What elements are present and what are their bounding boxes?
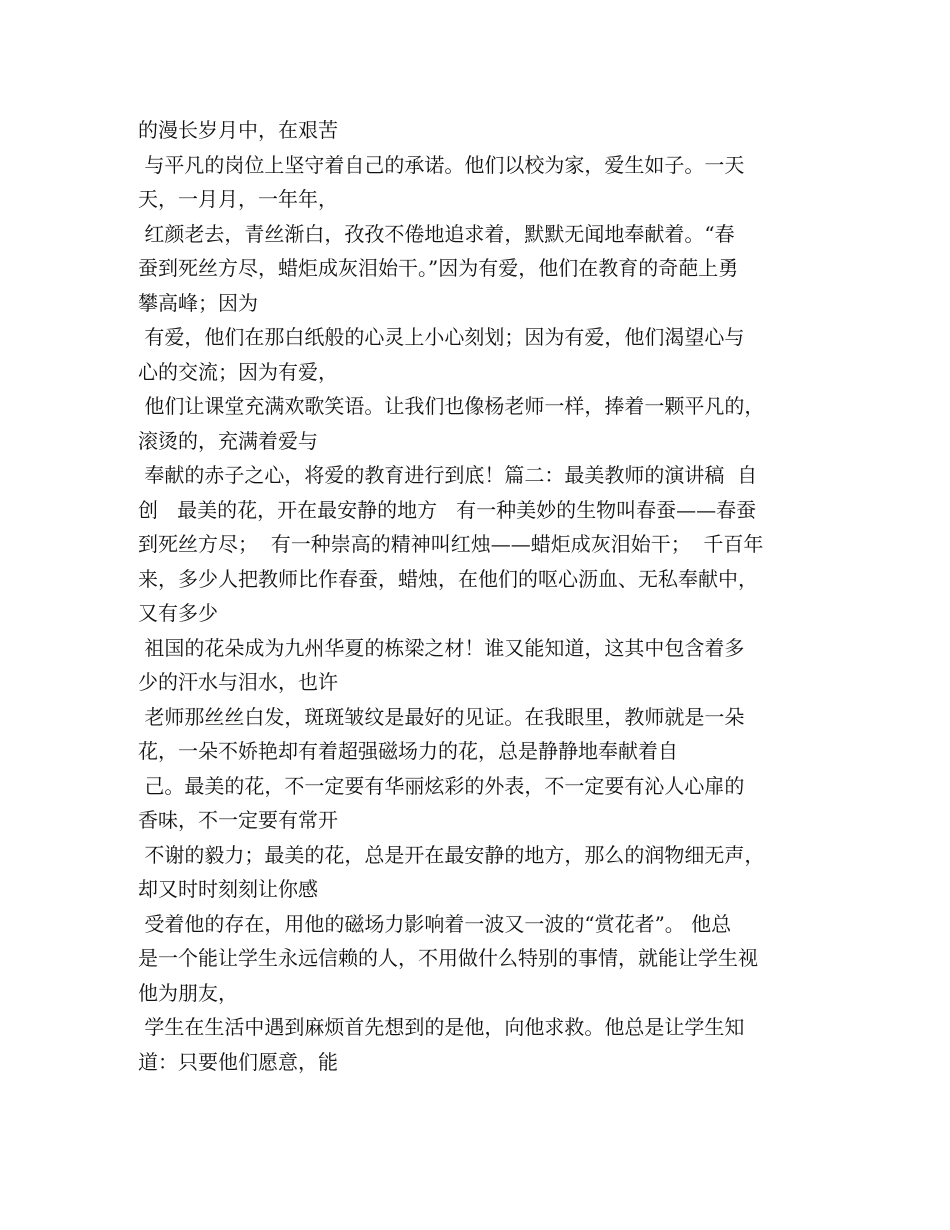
text-line: 己。最美的花，不一定要有华丽炫彩的外表，不一定要有沁人心扉的 xyxy=(138,773,745,798)
text-line: 有爱，他们在那白纸般的心灵上小心刻划；因为有爱，他们渴望心与 xyxy=(138,325,745,349)
text-line: 道：只要他们愿意，能 xyxy=(138,1049,338,1074)
text-line: 少的汗水与泪水，也许 xyxy=(138,670,338,694)
text-line: 红颜老去，青丝渐白，孜孜不倦地追求着，默默无闻地奉献着。“春 xyxy=(138,221,735,246)
text-line: 他们让课堂充满欢歌笑语。让我们也像杨老师一样，捧着一颗平凡的， xyxy=(138,394,765,418)
text-line: 是一个能让学生永远信赖的人，不用做什么特别的事情，就能让学生视 xyxy=(138,946,758,970)
text-line: 的漫长岁月中，在艰苦 xyxy=(138,118,338,142)
text-line: 天，一月月，一年年， xyxy=(138,187,338,211)
text-line: 攀高峰；因为 xyxy=(138,290,258,315)
text-line: 不谢的毅力；最美的花，总是开在最安静的地方，那么的润物细无声， xyxy=(138,842,765,867)
body-text xyxy=(138,113,818,1079)
text-line: 与平凡的岗位上坚守着自己的承诺。他们以校为家，爱生如子。一天 xyxy=(138,152,745,177)
text-line: 来，多少人把教师比作春蚕，蜡烛，在他们的呕心沥血、无私奉献中， xyxy=(138,566,758,591)
text-line: 花，一朵不娇艳却有着超强磁场力的花，总是静静地奉献着自 xyxy=(138,739,678,763)
text-line: 他为朋友， xyxy=(138,980,238,1005)
text-line: 学生在生活中遇到麻烦首先想到的是他，向他求救。他总是让学生知 xyxy=(138,1015,745,1039)
text-line: 又有多少 xyxy=(138,601,218,625)
text-line: 创 最美的花，开在最安静的地方 有一种美妙的生物叫春蚕——春蚕 xyxy=(138,497,757,522)
text-line: 到死丝方尽； 有一种崇高的精神叫红烛——蜡炬成灰泪始干； 千百年 xyxy=(138,532,764,556)
text-line: 滚烫的，充满着爱与 xyxy=(138,428,318,453)
text-line: 老师那丝丝白发，斑斑皱纹是最好的见证。在我眼里，教师就是一朵 xyxy=(138,704,745,729)
text-line: 香味，不一定要有常开 xyxy=(138,808,338,832)
text-line: 祖国的花朵成为九州华夏的栋梁之材！谁又能知道，这其中包含着多 xyxy=(138,635,745,660)
text-line: 奉献的赤子之心，将爱的教育进行到底！篇二：最美教师的演讲稿 自 xyxy=(138,463,758,487)
text-line: 心的交流；因为有爱， xyxy=(138,359,338,384)
text-line: 蚕到死丝方尽，蜡炬成灰泪始干。”因为有爱，他们在教育的奇葩上勇 xyxy=(138,256,739,280)
text-line: 受着他的存在，用他的磁场力影响着一波又一波的“赏花者”。 他总 xyxy=(138,911,732,936)
text-line: 却又时时刻刻让你感 xyxy=(138,877,318,901)
